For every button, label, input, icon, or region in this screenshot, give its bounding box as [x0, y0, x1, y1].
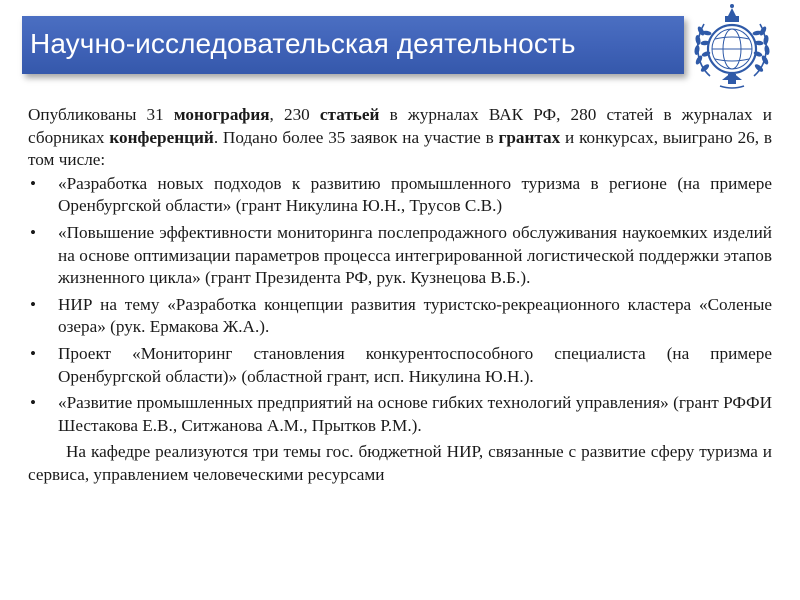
list-item: • «Развитие промышленных предприятий на основе гибких технологий управления» (грант РФФИ Шестакова Е.В., Ситжанова А.М., Прытков Р.М.). — [28, 392, 772, 437]
university-emblem-icon — [690, 2, 774, 92]
list-item: • «Разработка новых подходов к развитию промышленного туризма в регионе (на примере Оренбургской области» (грант Никулина Ю.Н., Трусов С.В.) — [28, 173, 772, 218]
closing-paragraph: На кафедре реализуются три темы гос. бюджетной НИР, связанные с развитие сферу туризма и сервиса, управлением человеческими ресурсами — [28, 442, 772, 484]
slide-title: Научно-исследовательская деятельность — [30, 28, 576, 59]
list-item: • Проект «Мониторинг становления конкурентоспособного специалиста (на примере Оренбургской области)» (областной грант, исп. Никулина Ю.Н.). — [28, 343, 772, 388]
intro-bold-term: конференций — [109, 127, 214, 147]
intro-text: и конкурсах, выиграно 26, в том числе: — [28, 127, 772, 170]
intro-paragraph — [28, 104, 772, 172]
grants-list — [28, 173, 772, 438]
slide-body — [28, 104, 772, 487]
intro-bold-term: монография — [173, 105, 270, 124]
intro-bold-term: грантах — [498, 127, 561, 147]
intro-text: , 230 — [269, 105, 320, 124]
list-item: • НИР на тему «Разработка концепции развития туристско-рекреационного кластера «Соленые озера» (рук. Ермакова Ж.А.). — [28, 294, 772, 339]
title-bar — [22, 16, 684, 74]
intro-text: Опубликованы 31 — [28, 105, 174, 124]
intro-text: . Подано более 35 заявок на участие в — [213, 127, 499, 147]
intro-text: в журналах ВАК РФ, 280 статей в журналах и сборниках — [28, 105, 772, 147]
list-item: • «Повышение эффективности мониторинга послепродажного обслуживания наукоемких изделий на основе оптимизации параметров процесса интегрированной логистической поддержки этапов жизненного цикла» (грант Президента РФ, рук. Кузнецова В.Б.). — [28, 222, 772, 290]
intro-bold-term: статьей — [319, 105, 380, 124]
